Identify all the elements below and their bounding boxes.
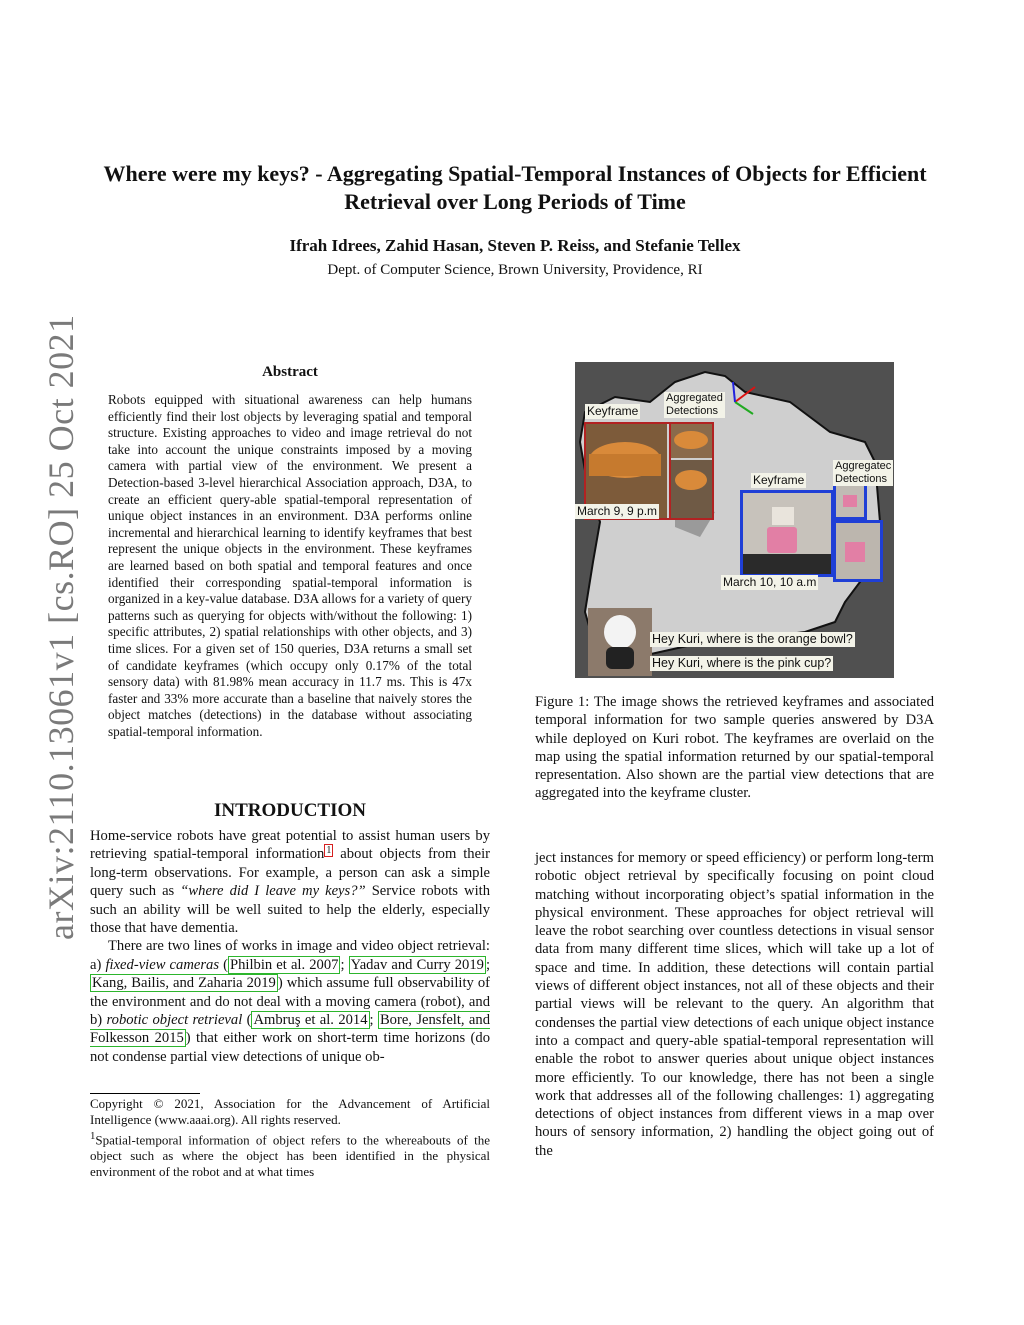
- date-label-2: March 10, 10 a.m: [723, 575, 817, 589]
- citation-link[interactable]: Bore, Jensfelt, and Folkesson 2015: [90, 1012, 490, 1047]
- aggregated-label-1: Aggregated Detections: [666, 392, 723, 417]
- aggregated-box-pink-cup-1: [833, 480, 867, 520]
- keyframe-label-2: Keyframe: [753, 473, 805, 487]
- date-label-1: March 9, 9 p.m: [577, 504, 658, 518]
- keyframe-box-pink-cup: [740, 490, 834, 577]
- abstract-text: Robots equipped with situational awareness can help humans efficiently find their lost objects by leveraging spatial and temporal structure. Existing approaches to video and image retrieval do not take into account the unique constraints imposed by a moving camera with partial view of the environment. We present a Detection-based 3-level hierarchical Association approach, D3A, to create an efficient query-able spatial-temporal representation of unique object instances in an environment. D3A performs online incremental and hierarchical learning to identify keyframes that best represent the unique objects in the environment. These keyframes are learned based on both spatial and temporal features and once identified their corresponding spatial-temporal information is organized in a key-value database. D3A allows for a variety of query patterns such as querying for objects with/without the following: 1) specific attributes, 2) spatial relationships with other objects, and 3) time slices. For a given set of 150 queries, D3A returns a small set of candidate keyframes (which occupy only 0.17% of the total sensory data) with 81.98% mean accuracy in 11.7 ms. This is 47x faster and 33% more accurate than a baseline that naively stores the object matches (detections) in the database without associating spatial-temporal information.: [108, 392, 472, 739]
- text-run: Home-service robots have great potential to assist human users by retrieving spatial-temporal information: [90, 828, 490, 863]
- footnote-mark: 1: [90, 1130, 96, 1142]
- text-run: ) which assume full observability of the environment and do not deal with a moving camera (robot), and b): [90, 975, 490, 1029]
- figure-caption: Figure 1: The image shows the retrieved keyframes and associated temporal information for two sample queries answered by D3A while deployed on Kuri robot. The keyframes are overlaid on the map using the spatial information returned by our spatial-temporal representation. Also shown are the partial view detections that are aggregated into the keyframe cluster.: [535, 694, 934, 802]
- affiliation: Dept. of Computer Science, Brown University, Providence, RI: [327, 262, 703, 278]
- query-label-1: Hey Kuri, where is the orange bowl?: [652, 632, 853, 646]
- authors: Ifrah Idrees, Zahid Hasan, Steven P. Reiss, and Stefanie Tellex: [289, 236, 741, 255]
- intro-paragraph-2: [90, 937, 490, 1066]
- emphasis: robotic object retrieval: [106, 1012, 243, 1029]
- quoted-query: “where did I leave my keys?”: [180, 883, 366, 900]
- footnote-link[interactable]: 1: [326, 844, 332, 856]
- paper-title: Where were my keys? - Aggregating Spatial-Temporal Instances of Objects for Efficient Retrieval over Long Periods of Time: [103, 161, 927, 214]
- emphasis: fixed-view cameras: [105, 956, 220, 973]
- citation-link[interactable]: Philbin et al. 2007: [230, 956, 339, 973]
- aggregated-box-pink-cup-2: [833, 520, 883, 582]
- text-run: There are two lines of works in image and video object retrieval: a): [90, 938, 490, 973]
- abstract-heading: Abstract: [262, 364, 318, 380]
- text-run: (: [242, 1012, 252, 1029]
- introduction-text: [90, 827, 490, 1066]
- copyright-notice: Copyright © 2021, Association for the Advancement of Artificial Intelligence (www.aaai.org). All rights reserved.: [90, 1096, 490, 1127]
- intro-paragraph-1: [90, 827, 490, 937]
- footnote-1: [90, 1128, 490, 1180]
- keyframe-label-1: Keyframe: [587, 404, 639, 418]
- text-run: ;: [369, 1012, 378, 1029]
- citation-link[interactable]: Ambruş et al. 2014: [253, 1012, 368, 1029]
- figure-1: [575, 362, 894, 678]
- footnote-divider: [90, 1093, 200, 1094]
- citation-link[interactable]: Kang, Bailis, and Zaharia 2019: [92, 975, 276, 992]
- aggregated-label-2: Aggregatec Detections: [835, 460, 892, 485]
- text-run: ) that either work on short-term time horizons (do not condense partial view detections of unique ob-: [90, 1030, 491, 1065]
- footnotes: [90, 1096, 490, 1180]
- arxiv-stamp: arXiv:2110.13061v1 [cs.RO] 25 Oct 2021: [41, 314, 81, 940]
- introduction-heading: INTRODUCTION: [213, 800, 367, 821]
- citation-link[interactable]: Yadav and Curry 2019: [350, 956, 484, 973]
- footnote-text: Spatial-temporal information of object refers to the whereabouts of the object such as where the object has been identified in the physical environment of the robot and at what times: [90, 1132, 490, 1180]
- text-run: Service robots with such an ability will be well suited to help the elderly, especially those that have dementia.: [90, 883, 490, 937]
- text-run: ;: [340, 956, 349, 973]
- query-label-2: Hey Kuri, where is the pink cup?: [652, 656, 832, 670]
- right-column-text: ject instances for memory or speed efficiency) or perform long-term robotic object retrieval by specifically focusing on point cloud matching without incorporating object’s spatial information in the physical environment. These approaches for object retrieval will leave the robot searching over countless detections in visual sensor data from many different time slices, which will take up a lot of space and time. In addition, these detections will contain partial views of different object instances, not all of these objects and their partial views will be relevant to the query. An algorithm that condenses the partial view detections of each unique object instance into a compact and query-able spatial-temporal representation will enable the robot to answer queries about unique object instances more efficiently. To our knowledge, there has not been a single work that addresses all of the following challenges: 1) aggregating detections of object instances from different views in a map over hours of sensory information, 2) handling the object going out of the: [535, 850, 934, 1159]
- text-run: ;: [485, 956, 490, 973]
- aggregated-box-orange-bowl: [669, 422, 714, 520]
- text-run: (: [219, 956, 228, 973]
- text-run: about objects from their long-term observations. For example, a person can ask a simple query such as: [90, 846, 490, 900]
